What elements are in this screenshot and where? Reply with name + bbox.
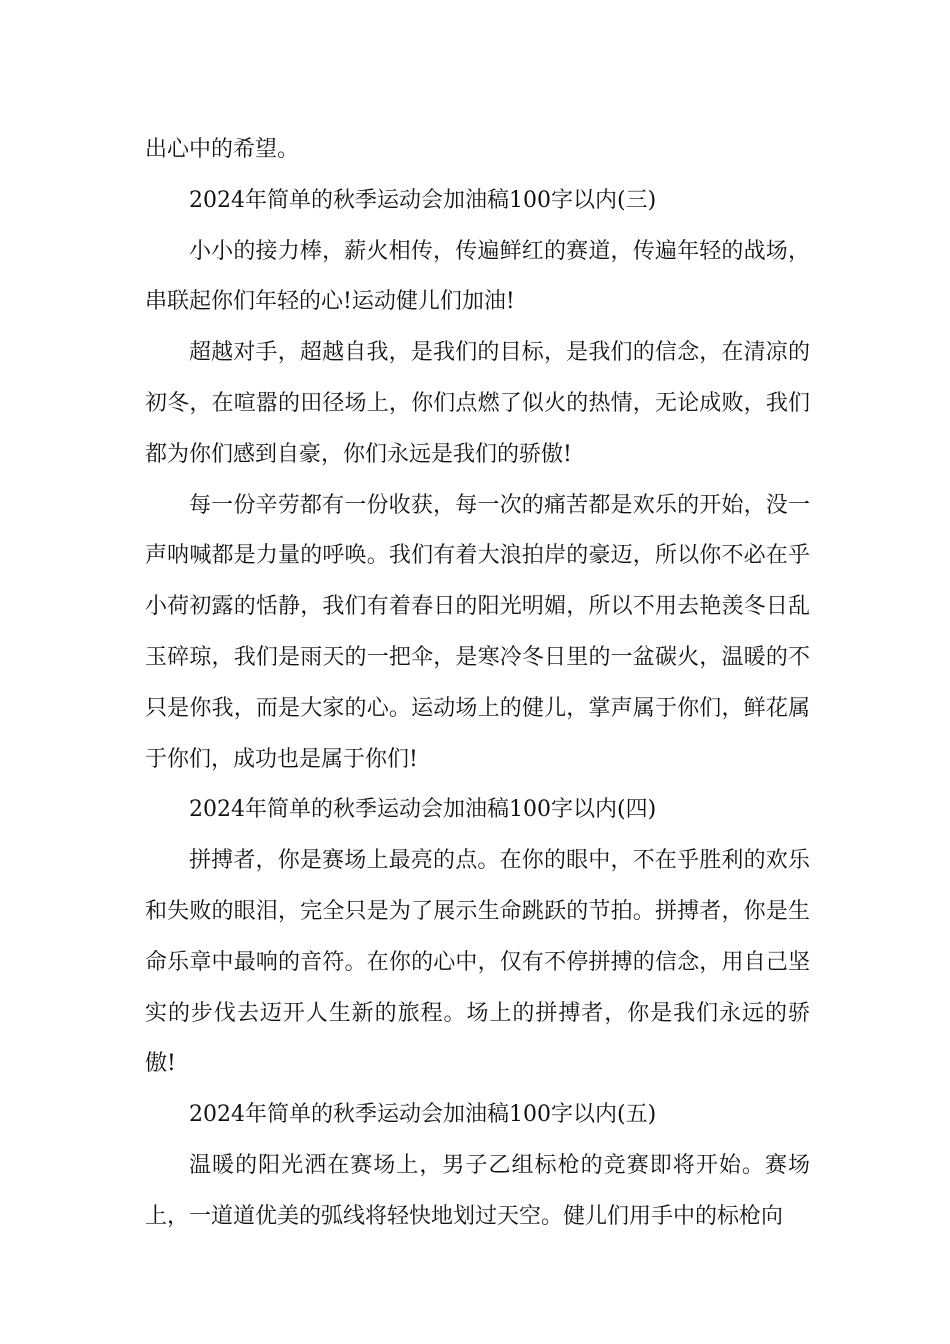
paragraph-continuation: 出心中的希望。 xyxy=(145,137,300,162)
paragraph: 小小的接力棒，薪火相传，传遍鲜红的赛道，传遍年轻的战场，串联起你们年轻的心!运动健儿们加油! xyxy=(145,238,810,315)
section-heading-5: 2024年简单的秋季运动会加油稿100字以内(五) xyxy=(189,1102,657,1128)
paragraph: 拼搏者，你是赛场上最亮的点。在你的眼中，不在乎胜利的欢乐和失败的眼泪，完全只是为了展示生命跳跃的节拍。拼搏者，你是生命乐章中最响的音符。在你的心中，仅有不停拼搏的信念，用自己坚实的步伐去迈开人生新的旅程。场上的拼搏者，你是我们永远的骄傲! xyxy=(145,848,810,1077)
section-heading-4: 2024年简单的秋季运动会加油稿100字以内(四) xyxy=(189,797,657,823)
paragraph: 每一份辛劳都有一份收获，每一次的痛苦都是欢乐的开始，没一声呐喊都是力量的呼唤。我们有着大浪拍岸的豪迈，所以你不必在乎小荷初露的恬静，我们有着春日的阳光明媚，所以不用去艳羡冬日乱玉碎琼，我们是雨天的一把伞，是寒冷冬日里的一盆碳火，温暖的不只是你我，而是大家的心。运动场上的健儿，掌声属于你们，鲜花属于你们，成功也是属于你们! xyxy=(145,492,810,772)
paragraph: 温暖的阳光洒在赛场上，男子乙组标枪的竞赛即将开始。赛场上，一道道优美的弧线将轻快地划过天空。健儿们用手中的标枪向 xyxy=(145,1152,810,1229)
paragraph: 超越对手，超越自我，是我们的目标，是我们的信念，在清凉的初冬，在喧嚣的田径场上，你们点燃了似火的热情，无论成败，我们都为你们感到自豪，你们永远是我们的骄傲! xyxy=(145,340,810,467)
document-body xyxy=(145,125,810,1243)
section-heading-3: 2024年简单的秋季运动会加油稿100字以内(三) xyxy=(189,187,657,213)
